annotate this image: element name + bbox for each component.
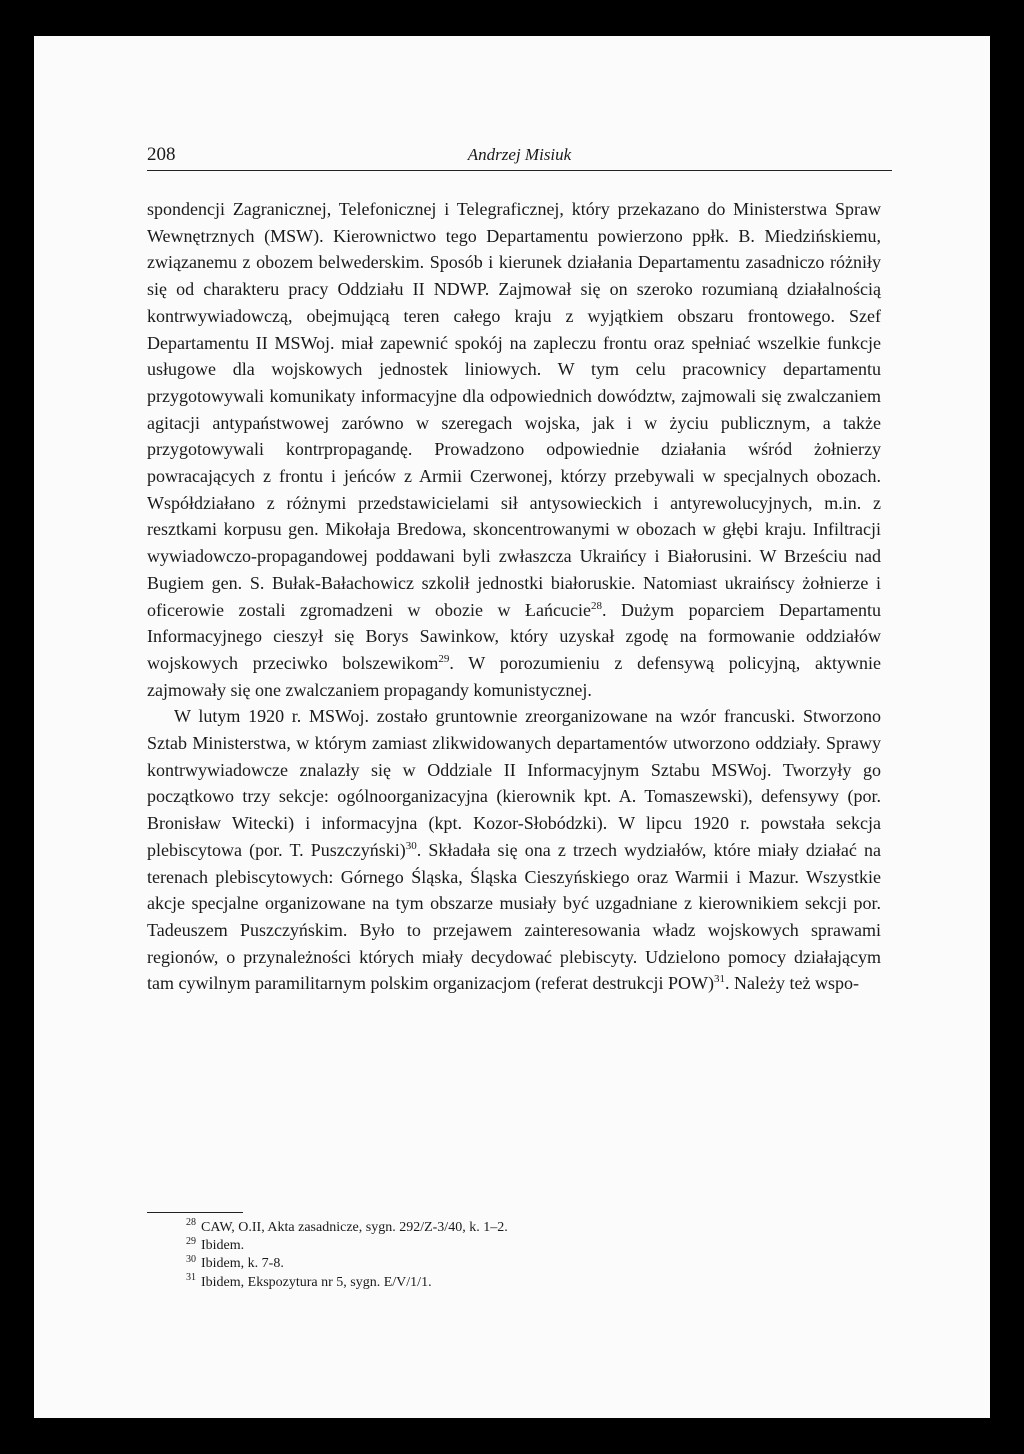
paragraph: [147, 196, 881, 703]
footnote: [186, 1271, 786, 1292]
footnotes: [186, 1219, 786, 1292]
text-run: . Należy też wspo-: [725, 973, 859, 994]
text-run: W lutym 1920 r. MSWoj. zostało gruntownie zreorganizowane na wzór francuski. Stworzono Sztab Ministerstwa, w którym zamiast zlikwidowanych departamentów utworzono oddziały. Sprawy kontrwywiadowcze znalazły się w Oddziale II Informacyjnym Sztabu MSWoj. Tworzyły go początkowo trzy sekcje: ogólnoorganizacyjna (kierownik kpt. A. Tomaszewski), defensywy (por. Bronisław Witecki) i informacyjna (kpt. Kozor-Słobódzki). W lipcu 1920 r. powstała sekcja plebiscytowa (por. T. Puszczyński): [147, 706, 881, 860]
footnote-reference: 30: [405, 839, 417, 852]
footnote-text: Ibidem, Ekspozytura nr 5, sygn. E/V/1/1.: [201, 1274, 432, 1290]
text-run: . Składała się ona z trzech wydziałów, które miały działać na terenach plebiscytowych: Górnego Śląska, Śląska Cieszyńskiego oraz Warmii i Mazur. Wszystkie akcje specjalne organizowane na tym obszarze musiały być uzgadniane z kierownikiem sekcji por. Tadeuszem Puszczyńskim. Było to przejawem zainteresowania władz wojskowych sprawami regionów, o przynależności których miały decydować plebiscyty. Udzielono pomocy działającym tam cywilnym paramilitarnym polskim organizacjom (referat destrukcji POW): [147, 839, 881, 994]
footnote-text: Ibidem.: [201, 1238, 245, 1254]
footnote-text: Ibidem, k. 7-8.: [201, 1256, 284, 1272]
footnote: [186, 1255, 786, 1273]
footnote-number: 30: [186, 1253, 196, 1265]
page-header: [147, 142, 892, 171]
text-run: spondencji Zagranicznej, Telefonicznej i Telegraficznej, który przekazano do Ministerstwa Spraw Wewnętrznych (MSW). Kierownictwo tego Departamentu powierzono ppłk. B. Miedzińskiemu, związanemu z obozem belwederskim. Sposób i kierunek działania Departamentu zasadniczo różniły się od charakteru pracy Oddziału II NDWP. Zajmował się on szeroko rozumianą działalnością kontrwywiadowczą, obejmującą teren całego kraju z wyjątkiem obszaru frontowego. Szef Departamentu II MSWoj. miał zapewnić spokój na zapleczu frontu oraz spełniać wszelkie funkcje usługowe dla wojskowych jednostek liniowych. W tym celu pracownicy departamentu przygotowywali komunikaty informacyjne dla odpowiednich dowództw, zajmowali się zwalczaniem agitacji antypaństwowej zarówno w szeregach wojska, jak i w życiu publicznym, a także przygotowywali kontrpropagandę. Prowadzono odpowiednie działania wśród żołnierzy powracających z frontu i jeńców z Armii Czerwonej, którzy przebywali w specjalnych obozach. Współdziałano z różnymi przedstawicielami sił antysowieckich i antyrewolucyjnych, m.in. z resztkami korpusu gen. Mikołaja Bredowa, skoncentrowanymi w obozach w głębi kraju. Infiltracji wywiadowczo-propagandowej poddawani byli zwłaszcza Ukraińcy i Białorusini. W Brześciu nad Bugiem gen. S. Bułak-Bałachowicz szkolił jednostki białoruskie. Natomiast ukraińscy żołnierze i oficerowie zostali zgromadzeni w obozie w Łańcucie: [147, 199, 881, 620]
footnote-text: CAW, O.II, Akta zasadnicze, sygn. 292/Z-3/40, k. 1–2.: [201, 1220, 508, 1235]
footnote-number: 31: [186, 1271, 196, 1283]
footnote-reference: 29: [438, 652, 450, 665]
text-run: . Dużym poparciem Departamentu Informacyjnego cieszył się Borys Sawinkow, który uzyskał zgodę na formowanie oddziałów wojskowych przeciwko bolszewikom: [147, 599, 882, 673]
footnote-number: 29: [186, 1235, 196, 1247]
footnote-separator: [147, 1212, 243, 1213]
footnote-reference: 28: [591, 599, 603, 612]
footnote: [186, 1237, 786, 1255]
running-head-author: Andrzej Misiuk: [467, 145, 572, 164]
paragraph: [147, 703, 881, 997]
footnote-reference: 31: [714, 973, 725, 986]
page-number: 208: [147, 144, 176, 165]
text-run: . W porozumieniu z defensywą policyjną, aktywnie zajmowały się one zwalczaniem propagandy komunistycznej.: [147, 652, 881, 700]
footnote-number: 28: [186, 1217, 196, 1229]
main-text: [147, 196, 881, 997]
footnote: [186, 1219, 786, 1237]
